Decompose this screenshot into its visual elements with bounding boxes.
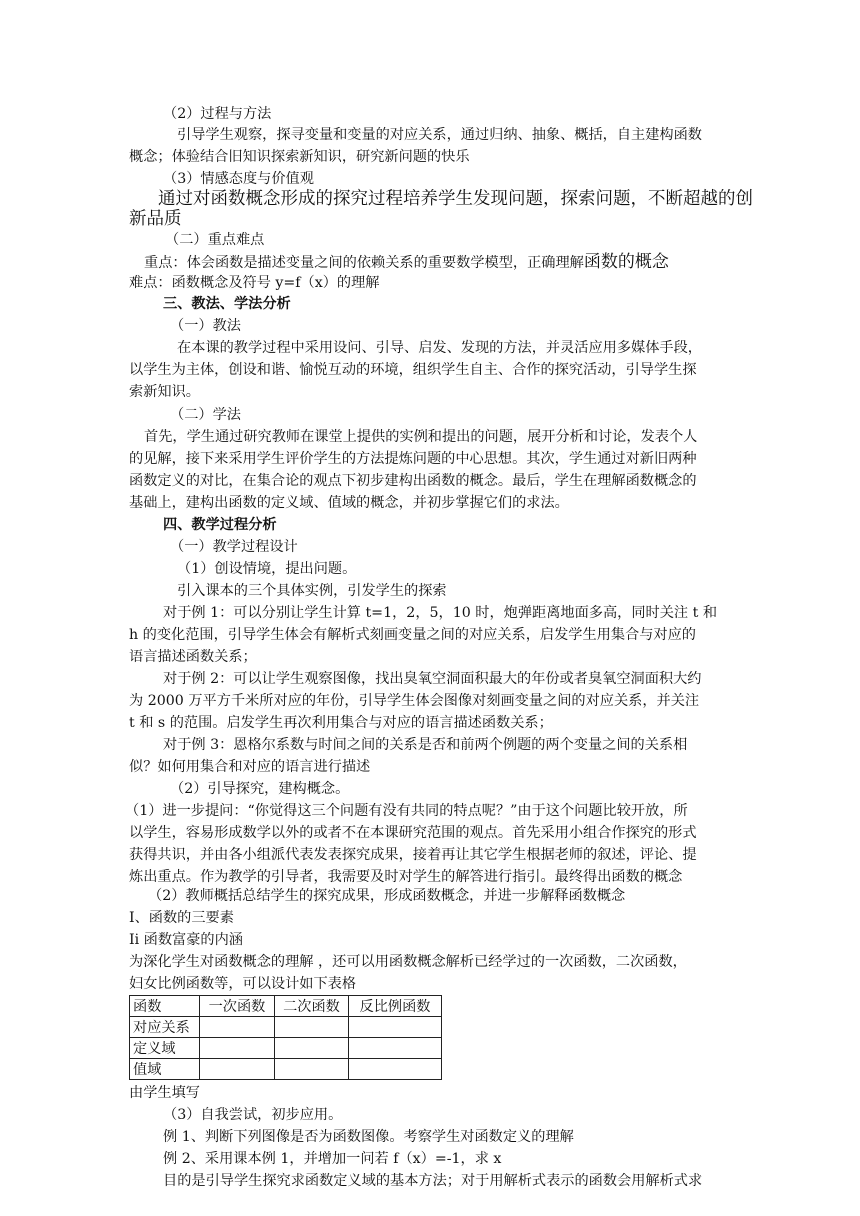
table-cell bbox=[349, 1059, 442, 1080]
step-heading: （2）引导探究，建构概念。 bbox=[170, 781, 350, 797]
list-item: I、函数的三要素 bbox=[129, 910, 234, 926]
paragraph-line: 由学生填写 bbox=[129, 1085, 200, 1101]
paragraph-line: 引导学生观察，探寻变量和变量的对应关系，通过归纳、抽象、概括，自主建构函数 bbox=[177, 127, 702, 143]
paragraph-line: 首先，学生通过研究教师在课堂上提供的实例和提出的问题，展开分析和讨论，发表个人 bbox=[144, 429, 698, 445]
table-header-cell: 函数 bbox=[130, 996, 200, 1017]
paragraph-line: 对于例 2：可以让学生观察图像，找出臭氧空洞面积最大的年份或者臭氧空洞面积大约 bbox=[163, 671, 702, 687]
paragraph-line: 例 1、判断下列图像是否为函数图像。考察学生对函数定义的理解 bbox=[163, 1129, 574, 1145]
paragraph-line: 为 2000 万平方千米所对应的年份，引导学生体会图像对刻画变量之间的对应关系，并关注 bbox=[129, 693, 700, 709]
paragraph-line: （1）进一步提问：“你觉得这三个问题有没有共同的特点呢？”由于这个问题比较开放，所 bbox=[125, 803, 688, 819]
section-heading-teaching-method: 三、教法、学法分析 bbox=[163, 296, 291, 312]
table-cell: 对应关系 bbox=[130, 1017, 200, 1038]
paragraph-line: 新品质 bbox=[129, 209, 182, 229]
paragraph-line: 基础上，建构出函数的定义域、值域的概念，并初步掌握它们的求法。 bbox=[129, 495, 569, 511]
table-cell bbox=[275, 1059, 349, 1080]
table-cell bbox=[349, 1017, 442, 1038]
paragraph-line: 对于例 3：恩格尔系数与时间之间的关系是否和前两个例题的两个变量之间的关系相 bbox=[163, 737, 688, 753]
table-cell bbox=[275, 1038, 349, 1059]
paragraph-line: 语言描述函数关系； bbox=[129, 649, 257, 665]
table-cell bbox=[275, 1017, 349, 1038]
table-cell bbox=[349, 1038, 442, 1059]
paragraph-line: t 和 s 的范围。启发学生再次利用集合与对应的语言描述函数关系； bbox=[129, 715, 553, 731]
table-header-row bbox=[130, 996, 442, 1017]
table-header-cell: 反比例函数 bbox=[349, 996, 442, 1017]
table-cell: 定义域 bbox=[130, 1038, 200, 1059]
table-row bbox=[130, 1038, 442, 1059]
subheading-emotion-values: （3）情感态度与价值观 bbox=[163, 171, 314, 187]
paragraph-line: 索新知识。 bbox=[129, 384, 200, 400]
paragraph-line: 以学生为主体，创设和谐、愉悦互动的环境，组织学生自主、合作的探究活动，引导学生探 bbox=[129, 362, 697, 378]
paragraph-line: 在本课的教学过程中采用设问、引导、启发、发现的方法，并灵活应用多媒体手段， bbox=[177, 340, 702, 356]
paragraph-line: 妇女比例函数等，可以设计如下表格 bbox=[129, 976, 357, 992]
subheading-process-method: （2）过程与方法 bbox=[163, 106, 272, 122]
table-row bbox=[130, 1059, 442, 1080]
paragraph-line: 函数定义的对比，在集合论的观点下初步建构出函数的概念。最后，学生在理解函数概念的 bbox=[129, 473, 697, 489]
table-header-cell: 一次函数 bbox=[200, 996, 275, 1017]
paragraph-line: 通过对函数概念形成的探究过程培养学生发现问题，探索问题，不断超越的创 bbox=[158, 189, 753, 209]
table-cell bbox=[200, 1017, 275, 1038]
paragraph-line: 对于例 1：可以分别让学生计算 t=1，2，5，10 时，炮弹距离地面多高，同时关注 t 和 bbox=[163, 605, 718, 621]
step-heading: （3）自我尝试，初步应用。 bbox=[163, 1107, 343, 1123]
paragraph-line: 炼出重点。作为教学的引导者，我需要及时对学生的解答进行指引。最终得出函数的概念 bbox=[129, 869, 683, 885]
paragraph-line: 难点：函数概念及符号 y=f（x）的理解 bbox=[129, 275, 380, 291]
paragraph-line: 概念；体验结合旧知识探索新知识，研究新问题的快乐 bbox=[129, 149, 470, 165]
table-cell bbox=[200, 1038, 275, 1059]
subheading-process-design: （一）教学过程设计 bbox=[170, 539, 298, 555]
paragraph-line: 为深化学生对函数概念的理解 ，还可以用函数概念解析已经学过的一次函数，二次函数， bbox=[129, 954, 687, 970]
paragraph-line: 的见解，接下来采用学生评价学生的方法提炼问题的中心思想。其次，学生通过对新旧两种 bbox=[129, 451, 697, 467]
section-heading-teaching-process: 四、教学过程分析 bbox=[163, 517, 277, 533]
paragraph-line: h 的变化范围，引导学生体会有解析式刻画变量之间的对应关系，启发学生用集合与对应的 bbox=[129, 627, 696, 643]
paragraph-line: （2）教师概括总结学生的探究成果，形成函数概念，并进一步解释函数概念 bbox=[148, 888, 626, 904]
key-point-emphasis: 函数的概念 bbox=[583, 252, 669, 272]
subheading-teaching-method: （一）教法 bbox=[170, 318, 241, 334]
key-point-text: 重点：体会函数是描述变量之间的依赖关系的重要数学模型，正确理解 bbox=[144, 255, 584, 271]
table-cell bbox=[200, 1059, 275, 1080]
table-header-cell: 二次函数 bbox=[275, 996, 349, 1017]
table-cell: 值域 bbox=[130, 1059, 200, 1080]
subheading-key-points: （二）重点难点 bbox=[165, 232, 265, 248]
table-row bbox=[130, 1017, 442, 1038]
paragraph-line: 获得共识，并由各小组派代表发表探究成果，接着再让其它学生根据老师的叙述，评论、提 bbox=[129, 847, 697, 863]
paragraph-line: 引入课本的三个具体实例，引发学生的探索 bbox=[177, 583, 447, 599]
subheading-learning-method: （二）学法 bbox=[170, 407, 241, 423]
paragraph-line: 例 2、采用课本例 1，并增加一问若 f（x）=-1，求 x bbox=[163, 1151, 502, 1167]
list-item: Ii 函数富豪的内涵 bbox=[129, 932, 243, 948]
paragraph-line: 目的是引导学生探究求函数定义域的基本方法；对于用解析式表示的函数会用解析式求 bbox=[163, 1173, 703, 1189]
function-comparison-table bbox=[129, 995, 442, 1080]
paragraph-line bbox=[144, 251, 669, 274]
paragraph-line: 似？如何用集合和对应的语言进行描述 bbox=[129, 759, 371, 775]
step-heading: （1）创设情境，提出问题。 bbox=[177, 561, 357, 577]
paragraph-line: 以学生，容易形成数学以外的或者不在本课研究范围的观点。首先采用小组合作探究的形式 bbox=[129, 825, 697, 841]
